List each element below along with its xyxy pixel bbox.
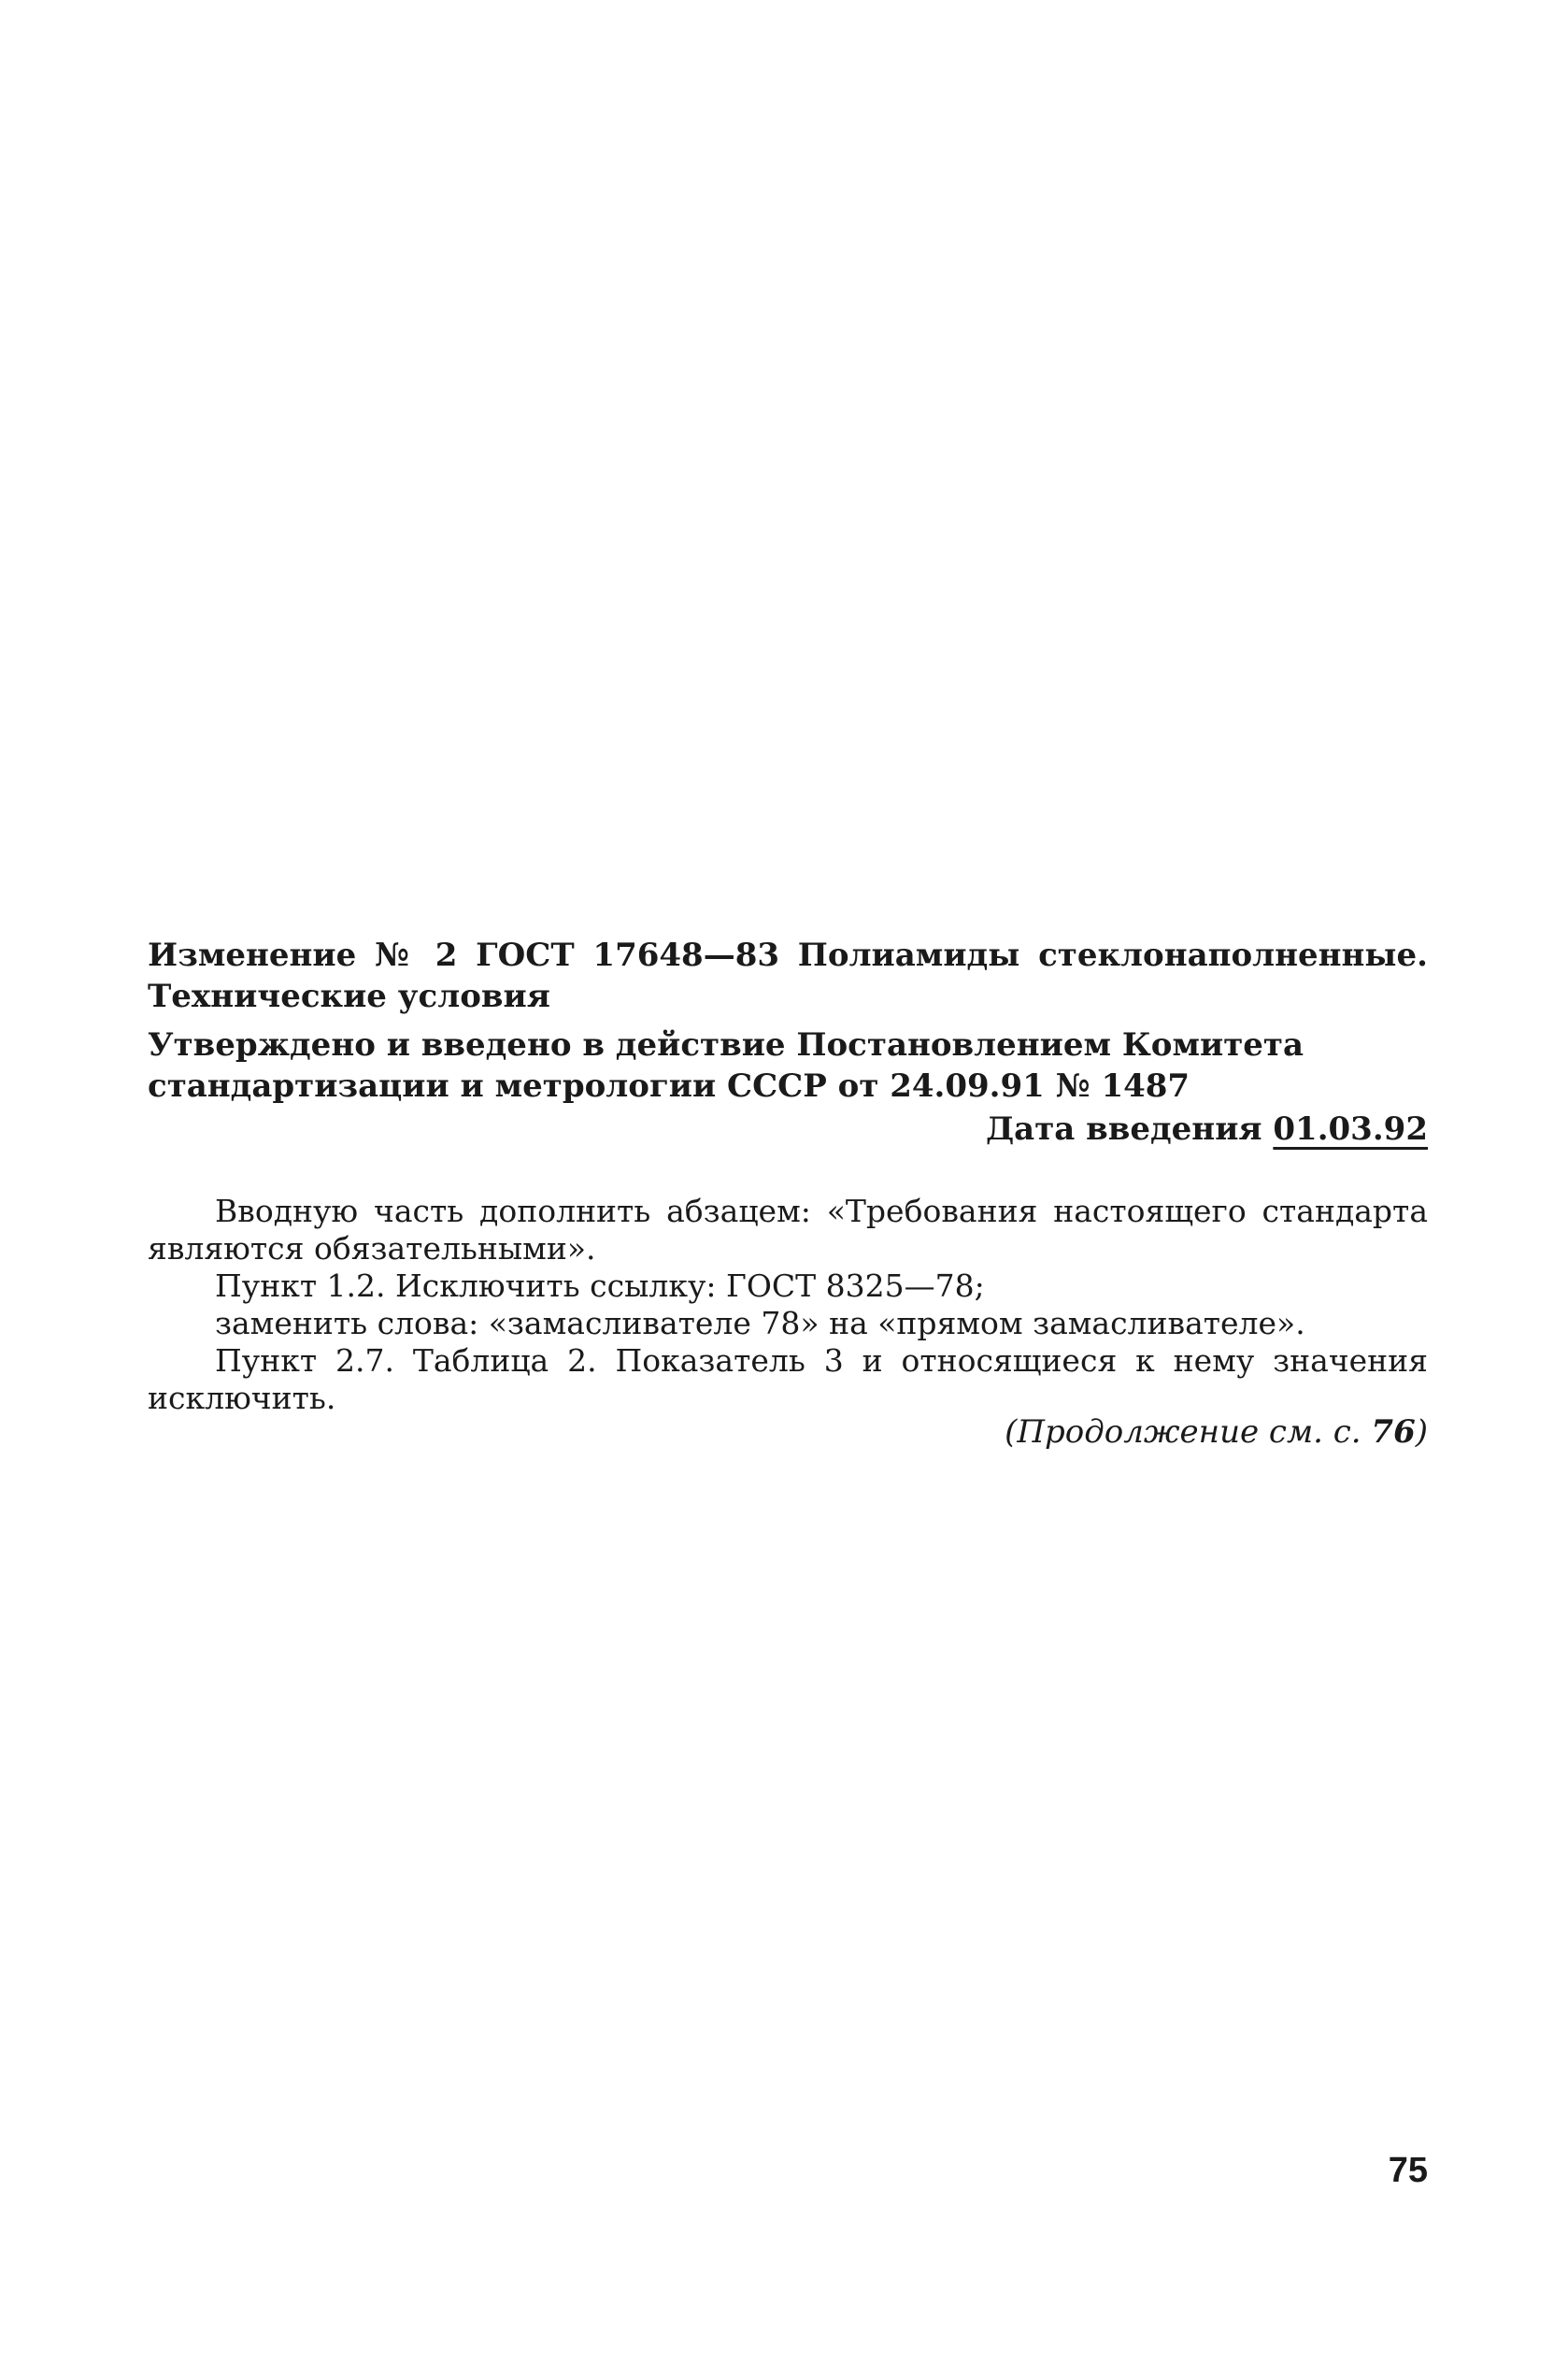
paragraph: Пункт 2.7. Таблица 2. Показатель 3 и относящиеся к нему значения исключить. (148, 1342, 1428, 1416)
continuation-close: ) (1415, 1413, 1428, 1451)
date-label: Дата введения (985, 1110, 1274, 1148)
paragraph: Вводную часть дополнить абзацем: «Требования настоящего стандарта являются обязательными». (148, 1193, 1428, 1267)
amendment-body (148, 1193, 1428, 1417)
paragraph: Пункт 1.2. Исключить ссылку: ГОСТ 8325—78; (215, 1267, 985, 1304)
introduction-date (148, 1109, 1428, 1150)
continuation-text: (Продолжение см. с. (1005, 1413, 1372, 1451)
amendment-title: Изменение № 2 ГОСТ 17648—83 Полиамиды стеклонаполненные. Технические условия (148, 937, 1428, 1015)
page-number: 75 (1388, 2151, 1428, 2190)
date-value: 01.03.92 (1273, 1110, 1428, 1148)
continuation-note (148, 1411, 1428, 1453)
paragraph: заменить слова: «замасливателе 78» на «прямом замасливателе». (215, 1305, 1305, 1341)
approval-statement: Утверждено и введено в действие Постановлением Комитета стандартизации и метрологии СССР от 24.09.91 № 1487 (148, 1026, 1304, 1105)
continuation-page: 76 (1371, 1413, 1416, 1451)
